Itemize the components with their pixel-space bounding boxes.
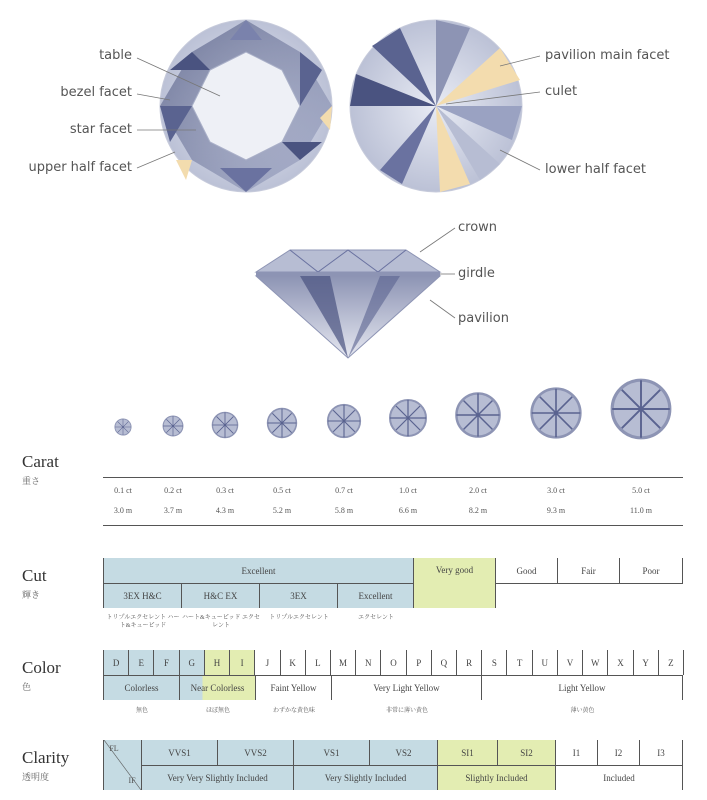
color-letter-t: T xyxy=(507,650,532,675)
cut-sub-3ex: 3EX xyxy=(260,583,338,608)
cut-title: Cut xyxy=(22,566,47,585)
color-note: ほぼ無色 xyxy=(205,708,230,714)
clarity-if: IF xyxy=(128,776,136,785)
color-note: わずかな黄色味 xyxy=(272,708,315,714)
carat-weight: 3.0 ct xyxy=(547,486,565,495)
diamond-icon xyxy=(609,377,673,441)
color-group-very-light-yellow: Very Light Yellow xyxy=(332,676,482,700)
color-letter-i: I xyxy=(230,650,255,675)
carat-size: 3.7 m xyxy=(163,506,183,515)
clarity-group-si: Slightly Included xyxy=(438,766,556,790)
clarity-grade-vvs1: VVS1 xyxy=(142,740,218,765)
color-letter-k: K xyxy=(281,650,306,675)
carat-size: 11.0 m xyxy=(630,506,652,515)
carat-rule-top xyxy=(103,477,683,478)
clarity-grade-si2: SI2 xyxy=(498,740,556,765)
clarity-grade-vs2: VS2 xyxy=(370,740,438,765)
diamond-icon xyxy=(162,415,184,437)
color-letter-p: P xyxy=(407,650,432,675)
color-letter-q: Q xyxy=(432,650,457,675)
cut-sub-excellent: Excellent xyxy=(338,583,414,608)
clarity-grade-i2: I2 xyxy=(598,740,640,765)
carat-size: 6.6 m xyxy=(398,506,418,515)
carat-weight: 1.0 ct xyxy=(399,486,417,495)
cut-subtitle: 輝き xyxy=(22,591,41,601)
diamond-icon xyxy=(529,386,583,440)
color-note: 薄い黄色 xyxy=(570,708,595,714)
cut-note: トリプルエクセレント ハート&キューピッド xyxy=(106,615,180,629)
carat-weight: 0.5 ct xyxy=(273,486,291,495)
color-letter-z: Z xyxy=(659,650,684,675)
carat-subtitle: 重さ xyxy=(22,477,41,487)
color-letter-v: V xyxy=(558,650,583,675)
label-star-facet: star facet xyxy=(69,122,132,137)
clarity-grade-vs1: VS1 xyxy=(294,740,370,765)
label-pavilion-main-facet: pavilion main facet xyxy=(545,48,670,63)
label-crown: crown xyxy=(458,220,498,235)
cut-grade-poor: Poor xyxy=(620,558,683,583)
carat-weight: 2.0 ct xyxy=(469,486,487,495)
cut-table xyxy=(103,558,683,608)
label-girdle: girdle xyxy=(458,266,495,281)
carat-weight: 0.3 ct xyxy=(216,486,234,495)
cut-grade-fair: Fair xyxy=(558,558,620,583)
carat-size: 9.3 m xyxy=(546,506,566,515)
diamond-icon xyxy=(266,407,298,439)
color-letter-s: S xyxy=(482,650,507,675)
color-letter-u: U xyxy=(533,650,558,675)
color-group-near-colorless: Near Colorless xyxy=(180,676,256,700)
clarity-fl: FL xyxy=(109,744,119,753)
cut-grade-good: Good xyxy=(496,558,558,583)
diamond-icon xyxy=(114,418,132,436)
carat-size: 5.2 m xyxy=(272,506,292,515)
clarity-group-vsi: Very Slightly Included xyxy=(294,766,438,790)
cut-note: ハート&キューピッド エクセレント xyxy=(182,615,260,629)
label-pavilion: pavilion xyxy=(458,311,509,326)
color-note: 非常に薄い黄色 xyxy=(385,708,428,714)
carat-size: 5.8 m xyxy=(334,506,354,515)
color-group-colorless: Colorless xyxy=(104,676,180,700)
label-table: table xyxy=(99,48,132,63)
color-letter-j: J xyxy=(255,650,280,675)
carat-weight: 5.0 ct xyxy=(632,486,650,495)
clarity-grade-i3: I3 xyxy=(640,740,683,765)
clarity-grade-i1: I1 xyxy=(556,740,598,765)
color-letter-f: F xyxy=(154,650,179,675)
clarity-group-included: Included xyxy=(556,766,683,790)
color-letter-l: L xyxy=(306,650,331,675)
carat-weight: 0.7 ct xyxy=(335,486,353,495)
color-letter-r: R xyxy=(457,650,482,675)
crown-top-view xyxy=(160,20,332,192)
carat-size: 8.2 m xyxy=(468,506,488,515)
clarity-grade-vvs2: VVS2 xyxy=(218,740,294,765)
label-lower-half-facet: lower half facet xyxy=(545,162,646,177)
color-subtitle: 色 xyxy=(22,683,32,693)
cut-note: エクセレント xyxy=(358,615,394,621)
color-note: 無色 xyxy=(135,708,148,714)
carat-size: 4.3 m xyxy=(215,506,235,515)
color-group-light-yellow: Light Yellow xyxy=(482,676,683,700)
cut-grade-excellent: Excellent xyxy=(104,558,414,583)
color-letter-o: O xyxy=(381,650,406,675)
clarity-table xyxy=(103,740,683,790)
clarity-grade-si1: SI1 xyxy=(438,740,498,765)
carat-size: 3.0 m xyxy=(113,506,133,515)
clarity-group-vvsi: Very Very Slightly Included xyxy=(142,766,294,790)
color-letter-d: D xyxy=(104,650,129,675)
color-letter-w: W xyxy=(583,650,608,675)
carat-weight: 0.2 ct xyxy=(164,486,182,495)
pavilion-top-view xyxy=(350,20,522,192)
diamond-icon xyxy=(326,403,362,439)
label-upper-half-facet: upper half facet xyxy=(28,160,132,175)
cut-sub-3ex-hc: 3EX H&C xyxy=(104,583,182,608)
color-group-faint-yellow: Faint Yellow xyxy=(256,676,332,700)
carat-rule-bottom xyxy=(103,525,683,526)
color-letter-x: X xyxy=(608,650,633,675)
label-culet: culet xyxy=(545,84,578,99)
diamond-icon xyxy=(388,398,428,438)
carat-title: Carat xyxy=(22,452,59,471)
clarity-subtitle: 透明度 xyxy=(22,773,50,783)
color-letter-g: G xyxy=(180,650,205,675)
diamond-icon xyxy=(211,411,239,439)
color-letter-m: M xyxy=(331,650,356,675)
diamond-icon xyxy=(454,391,502,439)
color-letter-e: E xyxy=(129,650,154,675)
color-letter-h: H xyxy=(205,650,230,675)
label-bezel-facet: bezel facet xyxy=(60,85,132,100)
cut-sub-hc-ex: H&C EX xyxy=(182,583,260,608)
clarity-title: Clarity xyxy=(22,748,70,767)
color-letter-y: Y xyxy=(634,650,659,675)
carat-weight: 0.1 ct xyxy=(114,486,132,495)
color-letter-n: N xyxy=(356,650,381,675)
cut-note: トリプルエクセレント xyxy=(269,615,329,621)
color-table xyxy=(103,650,683,700)
cut-grade-very-good: Very good xyxy=(414,558,496,608)
diamond-side-view xyxy=(256,250,440,358)
color-title: Color xyxy=(22,658,61,677)
